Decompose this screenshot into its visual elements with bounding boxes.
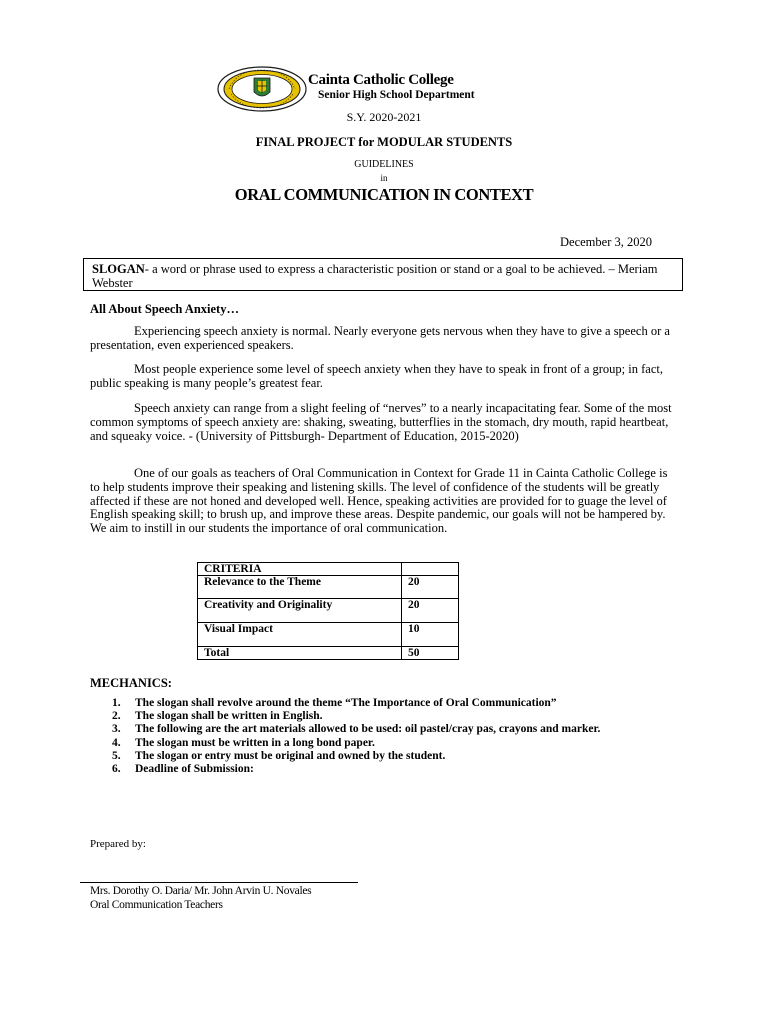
school-seal-icon <box>217 66 307 112</box>
project-title: FINAL PROJECT for MODULAR STUDENTS <box>255 135 513 149</box>
slogan-definition-box <box>83 258 683 291</box>
teacher-role: Oral Communication Teachers <box>90 899 223 911</box>
table-row <box>198 623 459 647</box>
table-row <box>198 576 459 599</box>
paragraph-4 <box>90 467 680 536</box>
table-row <box>198 647 459 660</box>
paragraph-3 <box>90 402 680 443</box>
list-number: 4. <box>112 736 121 749</box>
criteria-total-points: 50 <box>402 647 459 660</box>
list-item <box>112 750 672 763</box>
slogan-definition-text: - a word or phrase used to express a characteristic position or stand or a goal to be achieved. – Meriam Webster <box>92 262 658 290</box>
table-row <box>198 599 459 623</box>
slogan-term: SLOGAN <box>92 262 145 276</box>
list-number: 2. <box>112 710 121 723</box>
list-text: The following are the art materials allowed to be used: oil pastel/cray pas, crayons and marker. <box>135 723 601 736</box>
guidelines-label: GUIDELINES <box>354 159 414 170</box>
criteria-total-label: Total <box>198 647 402 660</box>
list-number: 5. <box>112 749 121 762</box>
paragraph-text: Speech anxiety can range from a slight feeling of “nerves” to a nearly incapacitating fear. Some of the most common symptoms of speech anxiety are: shaking, sweating, butterflies in the stomach, dry mouth, rapid heartbeat, and squeaky voice. - (University of Pittsburgh- Department of Education, 2015-2020) <box>90 401 672 443</box>
list-text: The slogan must be written in a long bond paper. <box>135 736 375 749</box>
list-number: 1. <box>112 697 121 709</box>
course-title: ORAL COMMUNICATION IN CONTEXT <box>234 185 534 204</box>
criteria-header: CRITERIA <box>198 563 402 576</box>
criteria-label: Creativity and Originality <box>198 599 402 623</box>
section-title: All About Speech Anxiety… <box>90 302 239 316</box>
criteria-points: 20 <box>402 599 459 623</box>
prepared-by-label: Prepared by: <box>90 838 146 850</box>
list-number: 6. <box>112 763 121 776</box>
school-name: Cainta Catholic College <box>308 72 454 88</box>
department-name: Senior High School Department <box>318 89 475 101</box>
list-item <box>112 697 672 710</box>
paragraph-text: One of our goals as teachers of Oral Communication in Context for Grade 11 in Cainta Catholic College is to help students improve their speaking and listening skills. The level of confidence of the students will be greatly affected if these are not honed and developed well. Hence, speaking activities are provided for to guage the level of English speaking skill; to brush up, and improve these areas. Despite pandemic, our goals will not be hampered by. We aim to instill in our students the importance of oral communication. <box>90 466 668 536</box>
mechanics-list <box>112 697 672 776</box>
list-number: 3. <box>112 723 121 736</box>
criteria-table <box>197 562 459 660</box>
list-text: The slogan shall be written in English. <box>135 710 323 723</box>
criteria-header-points <box>402 563 459 576</box>
criteria-points: 20 <box>402 576 459 599</box>
list-item <box>112 723 672 736</box>
signature-line <box>80 882 358 883</box>
paragraph-1 <box>90 325 680 353</box>
criteria-label: Visual Impact <box>198 623 402 647</box>
paragraph-text: Most people experience some level of speech anxiety when they have to speak in front of a group; in fact, public speaking is many people’s greatest fear. <box>90 362 663 390</box>
list-item <box>112 737 672 750</box>
document-date: December 3, 2020 <box>560 235 652 249</box>
mechanics-title: MECHANICS: <box>90 676 172 690</box>
paragraph-2 <box>90 363 680 391</box>
school-year: S.Y. 2020-2021 <box>346 110 422 124</box>
list-item <box>112 763 672 776</box>
list-item <box>112 710 672 723</box>
criteria-label: Relevance to the Theme <box>198 576 402 599</box>
list-text: Deadline of Submission: <box>135 763 254 776</box>
in-label: in <box>380 173 388 183</box>
list-text: The slogan shall revolve around the theme “The Importance of Oral Communication” <box>135 697 557 709</box>
list-text: The slogan or entry must be original and owned by the student. <box>135 749 446 762</box>
criteria-points: 10 <box>402 623 459 647</box>
teacher-names: Mrs. Dorothy O. Daria/ Mr. John Arvin U. Novales <box>90 885 312 897</box>
teachers-block <box>90 884 311 912</box>
paragraph-text: Experiencing speech anxiety is normal. Nearly everyone gets nervous when they have to give a speech or a presentation, even experienced speakers. <box>90 324 670 352</box>
table-row <box>198 563 459 576</box>
